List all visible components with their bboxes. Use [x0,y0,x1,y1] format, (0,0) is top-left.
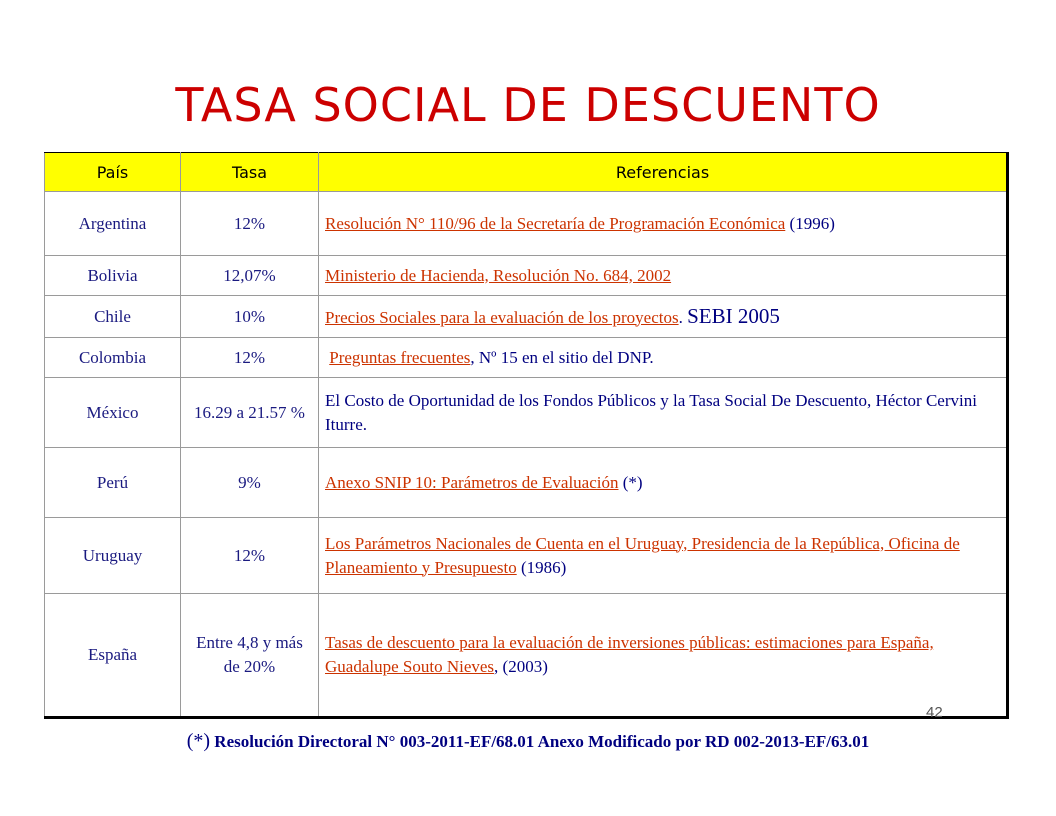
reference-link[interactable]: Ministerio de Hacienda, Resolución No. 684, 2002 [325,265,672,285]
rate-cell: 12,07% [181,256,319,296]
table-row [45,256,1008,296]
header-country: País [45,153,181,192]
country-cell: México [45,378,181,448]
rate-cell: 9% [181,448,319,518]
table-header-row [45,153,1008,192]
country-cell: Argentina [45,192,181,256]
rate-cell: 10% [181,296,319,338]
table-row [45,378,1008,448]
table-row [45,518,1008,594]
country-cell: Uruguay [45,518,181,594]
footnote-text: Resolución Directoral N° 003-2011-EF/68.01 Anexo Modificado por RD 002-2013-EF/63.01 [210,732,870,751]
reference-link[interactable]: Los Parámetros Nacionales de Cuenta en el Uruguay, Presidencia de la República, Oficina de Planeamiento y Presupuesto [325,533,960,577]
reference-text: (*) [618,472,643,492]
country-cell: Chile [45,296,181,338]
discount-rate-table [44,152,1009,719]
reference-cell [319,518,1008,594]
reference-cell [319,296,1008,338]
rate-cell: Entre 4,8 y más de 20% [181,594,319,718]
reference-cell [319,338,1008,378]
country-cell: España [45,594,181,718]
page-number: 42 [926,704,943,721]
reference-text-large: SEBI 2005 [687,303,780,328]
reference-link[interactable]: Resolución N° 110/96 de la Secretaría de Programación Económica [325,213,786,233]
rate-cell: 12% [181,518,319,594]
table-row [45,192,1008,256]
reference-text: (1996) [785,213,835,233]
table-row [45,448,1008,518]
reference-text: (1986) [516,557,567,577]
rate-cell: 12% [181,192,319,256]
table-row [45,594,1008,718]
reference-link[interactable]: Anexo SNIP 10: Parámetros de Evaluación [325,472,619,492]
reference-text: El Costo de Oportunidad de los Fondos Públicos y la Tasa Social De Descuento, Héctor Cervini Iturre. [325,390,977,434]
country-cell: Perú [45,448,181,518]
reference-text: , (2003) [494,657,548,676]
country-cell: Colombia [45,338,181,378]
reference-cell [319,192,1008,256]
country-cell: Bolivia [45,256,181,296]
reference-cell [319,448,1008,518]
reference-link[interactable]: Tasas de descuento para la evaluación de inversiones públicas: estimaciones para España, Guadalupe Souto Nieves [325,633,934,676]
reference-text: . [678,307,688,327]
reference-cell [319,594,1008,718]
table-row [45,296,1008,338]
header-rate: Tasa [181,153,319,192]
table-row [45,338,1008,378]
reference-text: , Nº 15 en el sitio del DNP. [470,347,654,367]
reference-cell [319,256,1008,296]
rate-cell: 12% [181,338,319,378]
header-references: Referencias [319,153,1008,192]
reference-link[interactable]: Precios Sociales para la evaluación de los proyectos [325,307,679,327]
page-title: TASA SOCIAL DE DESCUENTO [175,78,881,132]
reference-cell [319,378,1008,448]
footnote-marker: (*) [186,730,211,752]
rate-cell: 16.29 a 21.57 % [181,378,319,448]
reference-link[interactable]: Preguntas frecuentes [329,347,471,367]
footnote [0,730,1056,753]
